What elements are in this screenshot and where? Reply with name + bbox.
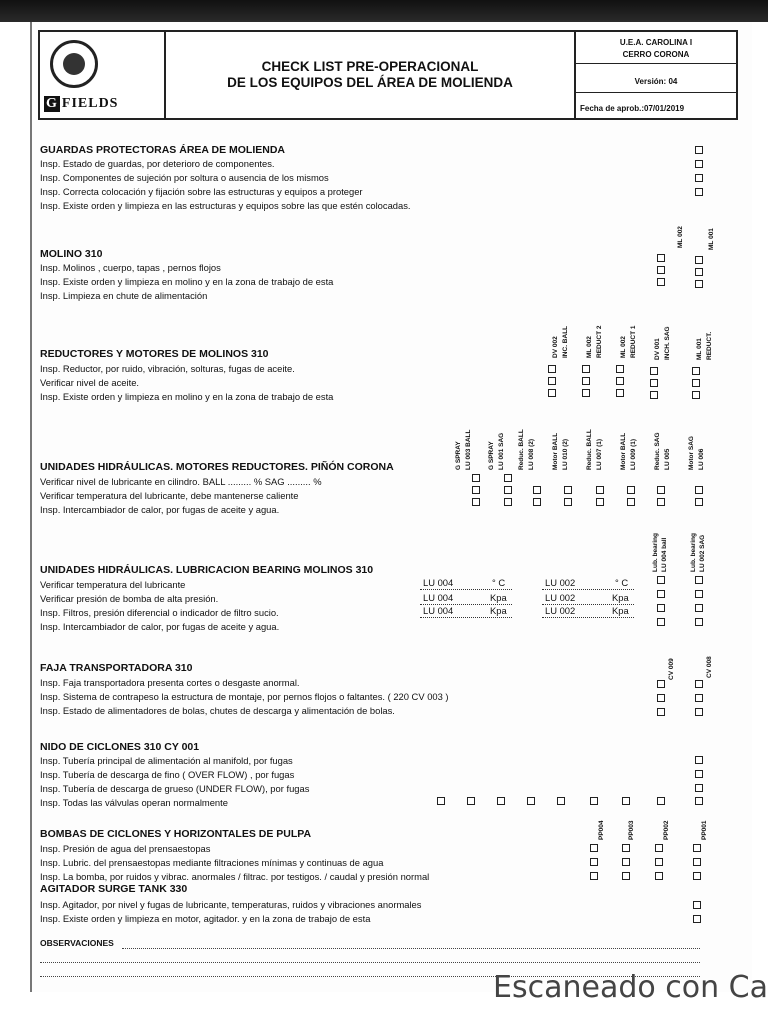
check-item: Insp. Sistema de contrapeso la estructura de montaje, por pernos flojos o faltantes. ( 220 CV 003 ) — [40, 691, 449, 702]
reading-unit: Kpa — [612, 592, 629, 603]
document-meta — [576, 32, 736, 118]
column-label: LU 004 ball — [661, 537, 668, 572]
checkbox[interactable] — [693, 858, 701, 866]
check-item: Insp. Agitador, por nivel y fugas de lubricante, temperaturas, ruidos y vibraciones anormales — [40, 899, 422, 910]
checkbox[interactable] — [657, 498, 665, 506]
checkbox[interactable] — [695, 618, 703, 626]
checkbox[interactable] — [695, 160, 703, 168]
checkbox[interactable] — [504, 498, 512, 506]
checkbox[interactable] — [693, 901, 701, 909]
checkbox[interactable] — [437, 797, 445, 805]
checkbox[interactable] — [657, 254, 665, 262]
checkbox[interactable] — [622, 844, 630, 852]
column-label: DV 002 — [552, 336, 559, 358]
check-item: Insp. Faja transportadora presenta cortes o desgaste anormal. — [40, 677, 300, 688]
column-label: ML 001 — [708, 228, 715, 250]
checkbox[interactable] — [504, 474, 512, 482]
column-label: INCH. SAG — [664, 326, 671, 360]
section-title: MOLINO 310 — [40, 248, 103, 260]
checkbox[interactable] — [695, 188, 703, 196]
check-item: Insp. Presión de agua del prensaestopas — [40, 843, 211, 854]
lion-emblem-icon — [50, 40, 98, 88]
check-item: Insp. Tubería de descarga de grueso (UNDER FLOW), por fugas — [40, 783, 310, 794]
checkbox[interactable] — [616, 365, 624, 373]
check-item: Insp. Intercambiador de calor, por fugas de aceite y agua. — [40, 621, 280, 632]
reading-blank[interactable] — [542, 588, 634, 590]
checkbox[interactable] — [693, 872, 701, 880]
checkbox[interactable] — [616, 377, 624, 385]
reading-tag: LU 002 — [545, 592, 576, 603]
check-item: Insp. Reductor, por ruido, vibración, solturas, fugas de aceite. — [40, 363, 295, 374]
checkbox[interactable] — [657, 694, 665, 702]
checkbox[interactable] — [596, 486, 604, 494]
checkbox[interactable] — [655, 844, 663, 852]
meta-divider — [576, 63, 736, 64]
checkbox[interactable] — [692, 391, 700, 399]
column-label: LU 002 SAG — [699, 534, 706, 572]
meta-divider — [576, 92, 736, 93]
check-item: Verificar nivel de lubricante en cilindro. BALL ......... % SAG ......... % — [40, 476, 322, 487]
column-label: Motor BALL — [620, 432, 627, 470]
checkbox[interactable] — [622, 872, 630, 880]
column-label: Lub. bearing — [652, 533, 659, 572]
checkbox[interactable] — [590, 858, 598, 866]
checkbox[interactable] — [655, 872, 663, 880]
reading-blank[interactable] — [542, 616, 634, 618]
column-label: Reduc. BALL — [586, 429, 593, 470]
column-label: ML 002 — [586, 336, 593, 358]
checkbox[interactable] — [622, 858, 630, 866]
checkbox[interactable] — [693, 915, 701, 923]
checkbox[interactable] — [657, 590, 665, 598]
reading-blank[interactable] — [420, 588, 512, 590]
reading-tag: LU 002 — [545, 605, 576, 616]
document-title — [166, 32, 576, 118]
column-label: REDUCT. — [706, 331, 713, 360]
checkbox[interactable] — [657, 618, 665, 626]
brand-wordmark: G FIELDS — [46, 96, 119, 111]
reading-tag: LU 004 — [423, 592, 454, 603]
check-item: Insp. Tubería de descarga de fino ( OVER FLOW) , por fugas — [40, 769, 295, 780]
checkbox[interactable] — [695, 486, 703, 494]
checkbox[interactable] — [650, 379, 658, 387]
column-label: PP001 — [701, 820, 708, 840]
checkbox[interactable] — [627, 498, 635, 506]
check-item: Insp. La bomba, por ruidos y vibrac. anormales / filtrac. por testigos. / caudal y presión normal — [40, 871, 430, 882]
checkbox[interactable] — [582, 389, 590, 397]
column-label: LU 001 SAG — [498, 432, 505, 470]
check-item: Insp. Existe orden y limpieza en motor, agitador. y en la zona de trabajo de esta — [40, 913, 371, 924]
check-item: Insp. Componentes de sujeción por soltura o ausencia de los mismos — [40, 172, 329, 183]
checkbox[interactable] — [557, 797, 565, 805]
reading-tag: LU 004 — [423, 605, 454, 616]
section-title: REDUCTORES Y MOTORES DE MOLINOS 310 — [40, 348, 269, 360]
checkbox[interactable] — [590, 872, 598, 880]
reading-unit: Kpa — [612, 605, 629, 616]
check-item: Insp. Molinos , cuerpo, tapas , pernos flojos — [40, 262, 221, 273]
checkbox[interactable] — [695, 708, 703, 716]
checkbox[interactable] — [590, 844, 598, 852]
reading-unit: Kpa — [490, 605, 507, 616]
check-item: Insp. Intercambiador de calor, por fugas de aceite y agua. — [40, 504, 280, 515]
observations-line[interactable] — [40, 961, 700, 963]
checkbox[interactable] — [596, 498, 604, 506]
checkbox[interactable] — [693, 844, 701, 852]
title-line-1: CHECK LIST PRE-OPERACIONAL — [261, 59, 479, 74]
checkbox[interactable] — [650, 367, 658, 375]
section-title: UNIDADES HIDRÁULICAS. MOTORES REDUCTORES. PIÑÓN CORONA — [40, 461, 394, 473]
column-label: LU 009 (1) — [630, 438, 637, 470]
column-label: Motor SAG — [688, 436, 695, 470]
checkbox[interactable] — [467, 797, 475, 805]
checkbox[interactable] — [695, 498, 703, 506]
column-label: G SPRAY — [488, 441, 495, 470]
scan-top-edge — [0, 0, 768, 22]
observations-label: OBSERVACIONES — [40, 938, 114, 948]
column-label: LU 007 (1) — [596, 438, 603, 470]
checkbox[interactable] — [657, 680, 665, 688]
checkbox[interactable] — [695, 174, 703, 182]
checkbox[interactable] — [657, 266, 665, 274]
checkbox[interactable] — [695, 280, 703, 288]
column-label: CV 009 — [668, 658, 675, 680]
column-label: ML 002 — [620, 336, 627, 358]
checkbox[interactable] — [655, 858, 663, 866]
check-item: Insp. Filtros, presión diferencial o indicador de filtro sucio. — [40, 607, 279, 618]
document-header — [38, 30, 738, 120]
checkbox[interactable] — [695, 680, 703, 688]
section-title: UNIDADES HIDRÁULICAS. LUBRICACION BEARING MOLINOS 310 — [40, 564, 374, 576]
checkbox[interactable] — [472, 498, 480, 506]
column-label: PP002 — [663, 820, 670, 840]
section-title: AGITADOR SURGE TANK 330 — [40, 883, 188, 895]
check-item: Insp. Existe orden y limpieza en las estructuras y equipos sobre las que estén colocadas. — [40, 200, 411, 211]
check-item: Verificar presión de bomba de alta presión. — [40, 593, 219, 604]
column-label: INC. BALL — [562, 325, 569, 358]
reading-unit: Kpa — [490, 592, 507, 603]
column-label: Reduc. BALL — [518, 429, 525, 470]
check-item: Insp. Existe orden y limpieza en molino y en la zona de trabajo de esta — [40, 391, 334, 402]
column-label: REDUCT 1 — [630, 325, 637, 358]
checkbox[interactable] — [692, 379, 700, 387]
version-label: Versión: 04 — [634, 77, 678, 86]
checkbox[interactable] — [616, 389, 624, 397]
checkbox[interactable] — [548, 389, 556, 397]
section-title: FAJA TRANSPORTADORA 310 — [40, 662, 193, 674]
reading-tag: LU 004 — [423, 577, 454, 588]
checkbox[interactable] — [527, 797, 535, 805]
column-label: Reduc. SAG — [654, 432, 661, 470]
column-label: LU 008 (2) — [528, 438, 535, 470]
section-title: NIDO DE CICLONES 310 CY 001 — [40, 741, 200, 753]
checkbox[interactable] — [695, 770, 703, 778]
checkbox[interactable] — [657, 797, 665, 805]
checkbox[interactable] — [657, 604, 665, 612]
company-line-2: CERRO CORONA — [622, 50, 690, 59]
reading-tag: LU 002 — [545, 577, 576, 588]
checkbox[interactable] — [472, 486, 480, 494]
reading-unit: ° C — [492, 577, 506, 588]
checkbox[interactable] — [472, 474, 480, 482]
checkbox[interactable] — [692, 367, 700, 375]
reading-blank[interactable] — [420, 616, 512, 618]
checkbox[interactable] — [695, 797, 703, 805]
checkbox[interactable] — [695, 756, 703, 764]
column-label: LU 006 — [698, 448, 705, 470]
checkbox[interactable] — [695, 268, 703, 276]
column-label: ML 001 — [696, 338, 703, 360]
checkbox[interactable] — [590, 797, 598, 805]
checkbox[interactable] — [695, 604, 703, 612]
column-label: DV 001 — [654, 338, 661, 360]
column-label: REDUCT 2 — [596, 325, 603, 358]
checkbox[interactable] — [695, 256, 703, 264]
checkbox[interactable] — [657, 576, 665, 584]
checkbox[interactable] — [695, 784, 703, 792]
checkbox[interactable] — [695, 576, 703, 584]
check-item: Insp. Todas las válvulas operan normalmente — [40, 797, 228, 808]
title-line-2: DE LOS EQUIPOS DEL ÁREA DE MOLIENDA — [227, 75, 513, 90]
checkbox[interactable] — [548, 365, 556, 373]
checkbox[interactable] — [695, 590, 703, 598]
checkbox[interactable] — [657, 486, 665, 494]
checkbox[interactable] — [622, 797, 630, 805]
column-label: Motor BALL — [552, 432, 559, 470]
checkbox[interactable] — [657, 278, 665, 286]
reading-unit: ° C — [615, 577, 629, 588]
checkbox[interactable] — [504, 486, 512, 494]
company-line-1: U.E.A. CAROLINA I — [619, 38, 693, 47]
check-item: Insp. Lubric. del prensaestopas mediante filtraciones mínimas y continuas de agua — [40, 857, 384, 868]
observations-line[interactable] — [122, 947, 700, 949]
column-label: LU 005 — [664, 448, 671, 470]
checkbox[interactable] — [695, 146, 703, 154]
checkbox[interactable] — [650, 391, 658, 399]
check-item: Insp. Estado de guardas, por deterioro de componentes. — [40, 158, 275, 169]
checkbox[interactable] — [582, 365, 590, 373]
check-item: Insp. Estado de alimentadores de bolas, chutes de descarga y alimentación de bolas. — [40, 705, 395, 716]
check-item: Insp. Limpieza en chute de alimentación — [40, 290, 208, 301]
checkbox[interactable] — [582, 377, 590, 385]
column-label: LU 010 (2) — [562, 438, 569, 470]
checkbox[interactable] — [627, 486, 635, 494]
checkbox[interactable] — [548, 377, 556, 385]
checkbox[interactable] — [657, 708, 665, 716]
column-label: G SPRAY — [455, 441, 462, 470]
checkbox[interactable] — [695, 694, 703, 702]
column-label: PP003 — [628, 820, 635, 840]
column-label: LU 003 BALL — [465, 429, 472, 470]
checkbox[interactable] — [564, 498, 572, 506]
check-item: Insp. Tubería principal de alimentación al manifold, por fugas — [40, 755, 293, 766]
section-title: BOMBAS DE CICLONES Y HORIZONTALES DE PULPA — [40, 828, 312, 840]
check-item: Insp. Existe orden y limpieza en molino y en la zona de trabajo de esta — [40, 276, 334, 287]
check-item: Verificar nivel de aceite. — [40, 377, 140, 388]
approval-date: Fecha de aprob.:07/01/2019 — [580, 104, 685, 113]
column-label: CV 008 — [706, 656, 713, 678]
checkbox[interactable] — [564, 486, 572, 494]
scanner-watermark: Escaneado con Ca — [493, 970, 768, 1005]
column-label: Lub. bearing — [690, 533, 697, 572]
checkbox[interactable] — [533, 486, 541, 494]
check-item: Verificar temperatura del lubricante, debe mantenerse caliente — [40, 490, 299, 501]
checkbox[interactable] — [533, 498, 541, 506]
check-item: Insp. Correcta colocación y fijación sobre las estructuras y equipos a proteger — [40, 186, 363, 197]
company-logo — [40, 32, 166, 118]
column-label: PP004 — [598, 820, 605, 840]
checkbox[interactable] — [497, 797, 505, 805]
check-item: Verificar temperatura del lubricante — [40, 579, 186, 590]
section-title: GUARDAS PROTECTORAS ÁREA DE MOLIENDA — [40, 144, 286, 156]
column-label: ML 002 — [677, 226, 684, 248]
